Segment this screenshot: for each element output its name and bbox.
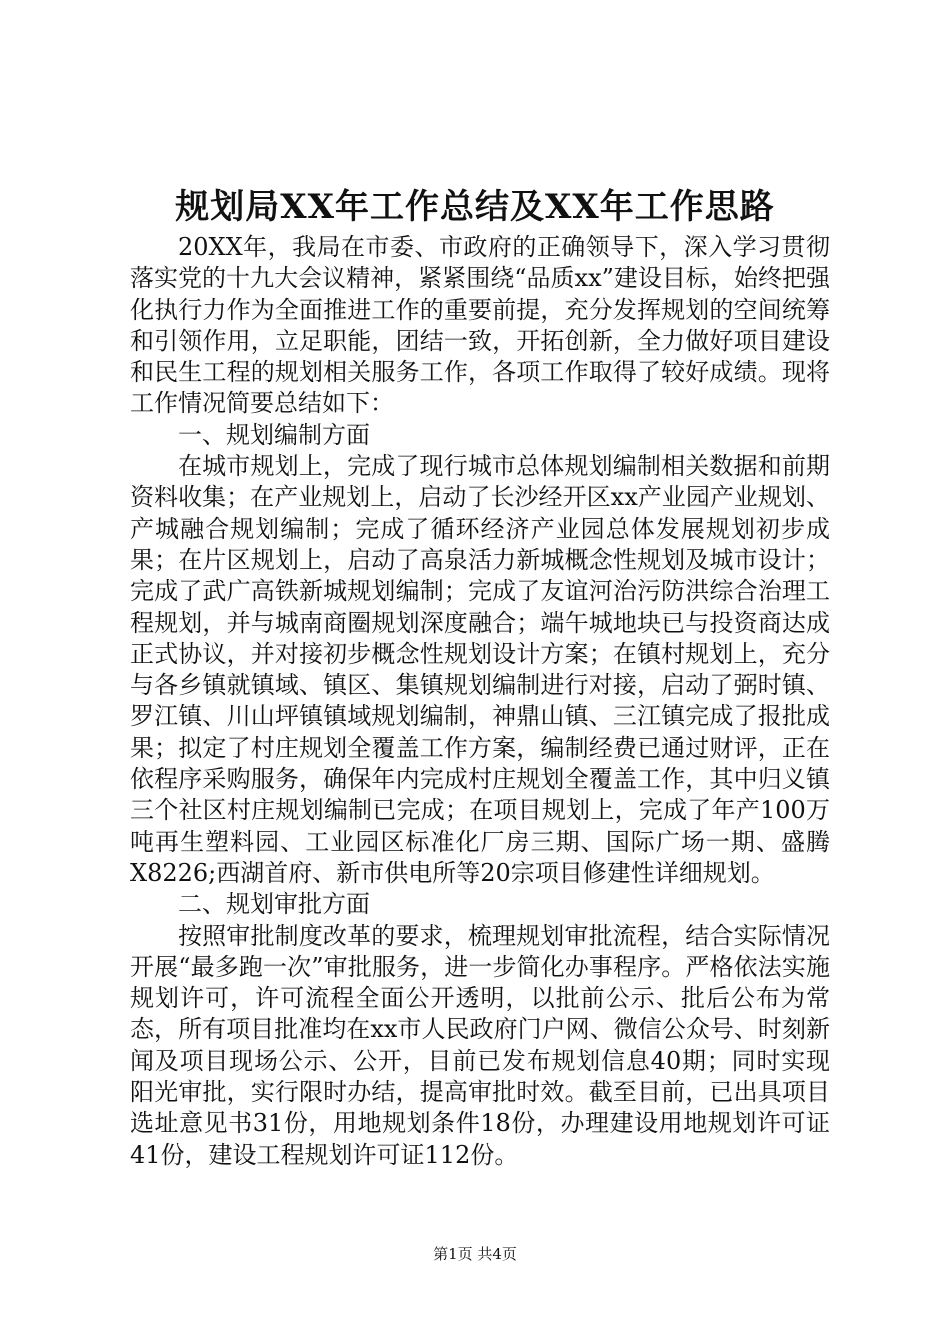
document-body [130,232,830,1171]
planning-paragraph: 在城市规划上，完成了现行城市总体规划编制相关数据和前期资料收集；在产业规划上，启动了长沙经开区xx产业园产业规划、产城融合规划编制；完成了循环经济产业园总体发展规划初步成果；在片区规划上，启动了高泉活力新城概念性规划及城市设计；完成了武广高铁新城规划编制；完成了友谊河治污防洪综合治理工程规划，并与城南商圈规划深度融合；端午城地块已与投资商达成正式协议，并对接初步概念性规划设计方案；在镇村规划上，充分与各乡镇就镇域、镇区、集镇规划编制进行对接，启动了弼时镇、罗江镇、川山坪镇镇域规划编制，神鼎山镇、三江镇完成了报批成果；拟定了村庄规划全覆盖工作方案，编制经费已通过财评，正在依程序采购服务，确保年内完成村庄规划全覆盖工作，其中归义镇三个社区村庄规划编制已完成；在项目规划上，完成了年产100万吨再生塑料园、工业园区标准化厂房三期、国际广场一期、盛腾X8226;西湖首府、新市供电所等20宗项目修建性详细规划。 [130,452,830,887]
intro-paragraph: 20XX年，我局在市委、市政府的正确领导下，深入学习贯彻落实党的十九大会议精神，紧紧围绕“品质xx”建设目标，始终把强化执行力作为全面推进工作的重要前提，充分发挥规划的空间统筹和引领作用，立足职能，团结一致，开拓创新，全力做好项目建设和民生工程的规划相关服务工作，各项工作取得了较好成绩。现将工作情况简要总结如下： [130,233,830,418]
approval-paragraph: 按照审批制度改革的要求，梳理规划审批流程，结合实际情况开展“最多跑一次”审批服务，进一步简化办事程序。严格依法实施规划许可，许可流程全面公开透明，以批前公示、批后公布为常态，所有项目批准均在xx市人民政府门户网、微信公众号、时刻新闻及项目现场公示、公开，目前已发布规划信息40期；同时实现阳光审批，实行限时办结，提高审批时效。截至目前，已出具项目选址意见书31份，用地规划条件18份，办理建设用地规划许可证41份，建设工程规划许可证112份。 [130,921,830,1169]
page-footer: 第1页 共4页 [433,1245,517,1263]
section-heading-approval: 二、规划审批方面 [178,890,370,919]
section-heading-planning: 一、规划编制方面 [178,420,370,449]
document-title: 规划局XX年工作总结及XX年工作思路 [175,187,775,227]
